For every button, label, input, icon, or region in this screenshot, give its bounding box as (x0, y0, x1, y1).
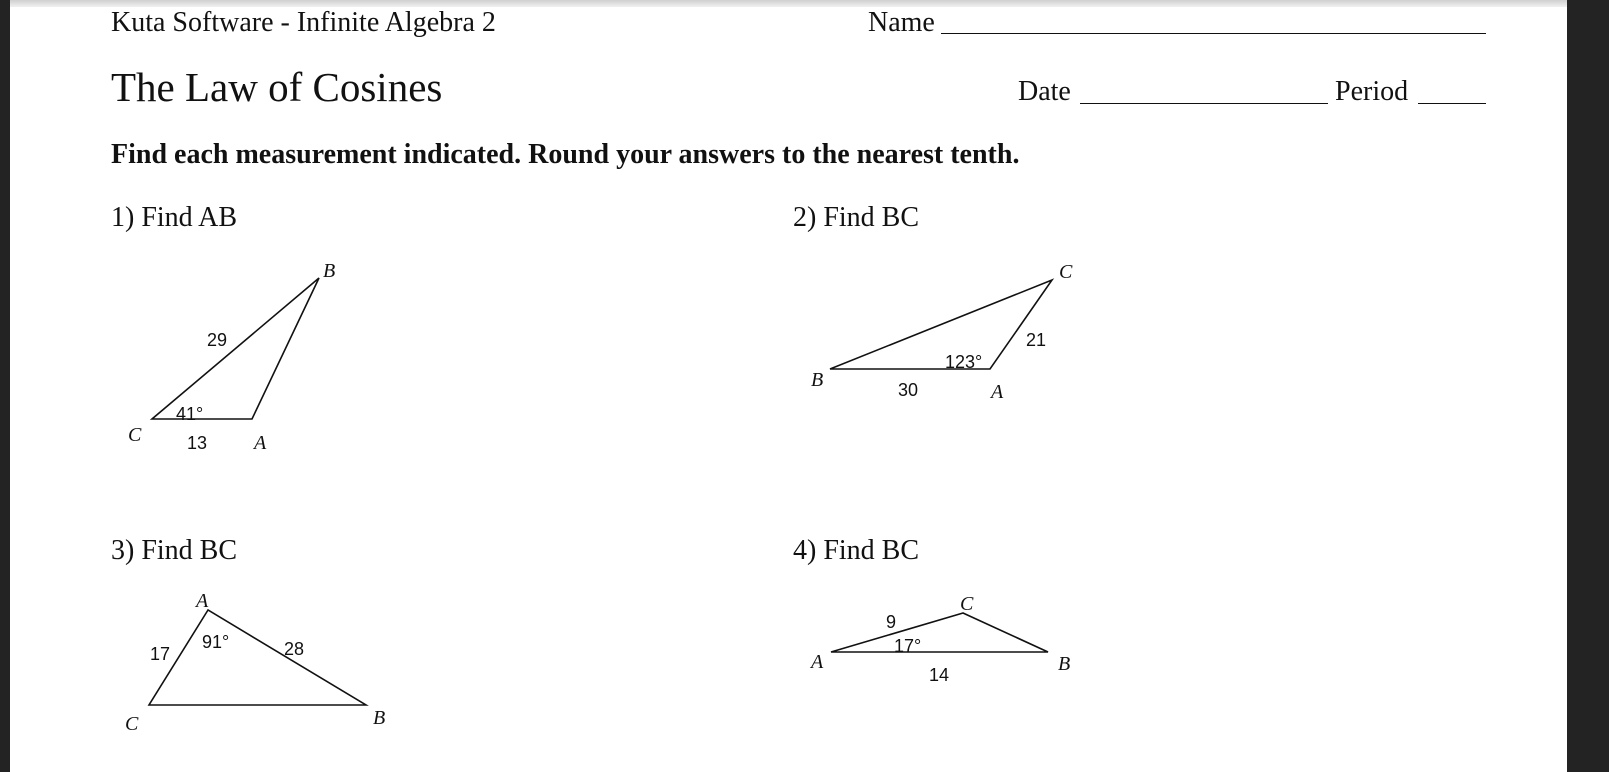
vertex-label: A (254, 432, 267, 454)
vertex-label: B (373, 707, 386, 729)
problem-2-label: 2) Find BC (793, 202, 920, 233)
side-measure: 13 (187, 433, 208, 453)
vertex-label: A (811, 651, 824, 673)
angle-measure: 123° (945, 352, 983, 372)
worksheet-page (10, 7, 1567, 772)
vertex-label: C (1059, 261, 1073, 283)
instructions: Find each measurement indicated. Round your answers to the nearest tenth. (111, 139, 1020, 170)
angle-measure: 91° (202, 632, 230, 652)
triangle-figures (10, 7, 1567, 772)
worksheet-title: The Law of Cosines (111, 64, 443, 110)
problem-4-triangle (809, 593, 1070, 685)
triangle-1-outline (152, 278, 319, 419)
problem-3-label: 3) Find BC (111, 535, 238, 566)
side-measure: 21 (1026, 330, 1047, 350)
triangle-4-outline (831, 613, 1048, 652)
side-measure: 30 (898, 380, 919, 400)
vertex-label: B (1058, 653, 1071, 675)
vertex-label: A (196, 590, 209, 612)
name-label: Name (868, 7, 935, 38)
vertex-label: A (991, 381, 1004, 403)
side-measure: 29 (207, 330, 228, 350)
date-label: Date (1018, 76, 1071, 107)
problem-1-label: 1) Find AB (111, 202, 238, 233)
angle-measure: 41° (176, 404, 204, 424)
side-measure: 9 (886, 612, 897, 632)
vertex-label: C (960, 593, 974, 615)
vertex-label: C (125, 713, 139, 735)
vertex-label: B (811, 369, 824, 391)
period-label: Period (1335, 76, 1409, 107)
triangle-2-outline (830, 280, 1052, 369)
angle-measure: 17° (894, 636, 922, 656)
side-measure: 28 (284, 639, 305, 659)
vertex-label: B (323, 260, 336, 282)
side-measure: 17 (150, 644, 171, 664)
vertex-label: C (128, 424, 142, 446)
triangle-3-outline (149, 610, 366, 705)
problem-4-label: 4) Find BC (793, 535, 920, 566)
side-measure: 14 (929, 665, 950, 685)
problem-2-triangle (811, 261, 1073, 403)
publisher-header: Kuta Software - Infinite Algebra 2 (111, 7, 496, 38)
problem-1-triangle (128, 260, 335, 454)
problem-3-triangle (125, 590, 385, 735)
